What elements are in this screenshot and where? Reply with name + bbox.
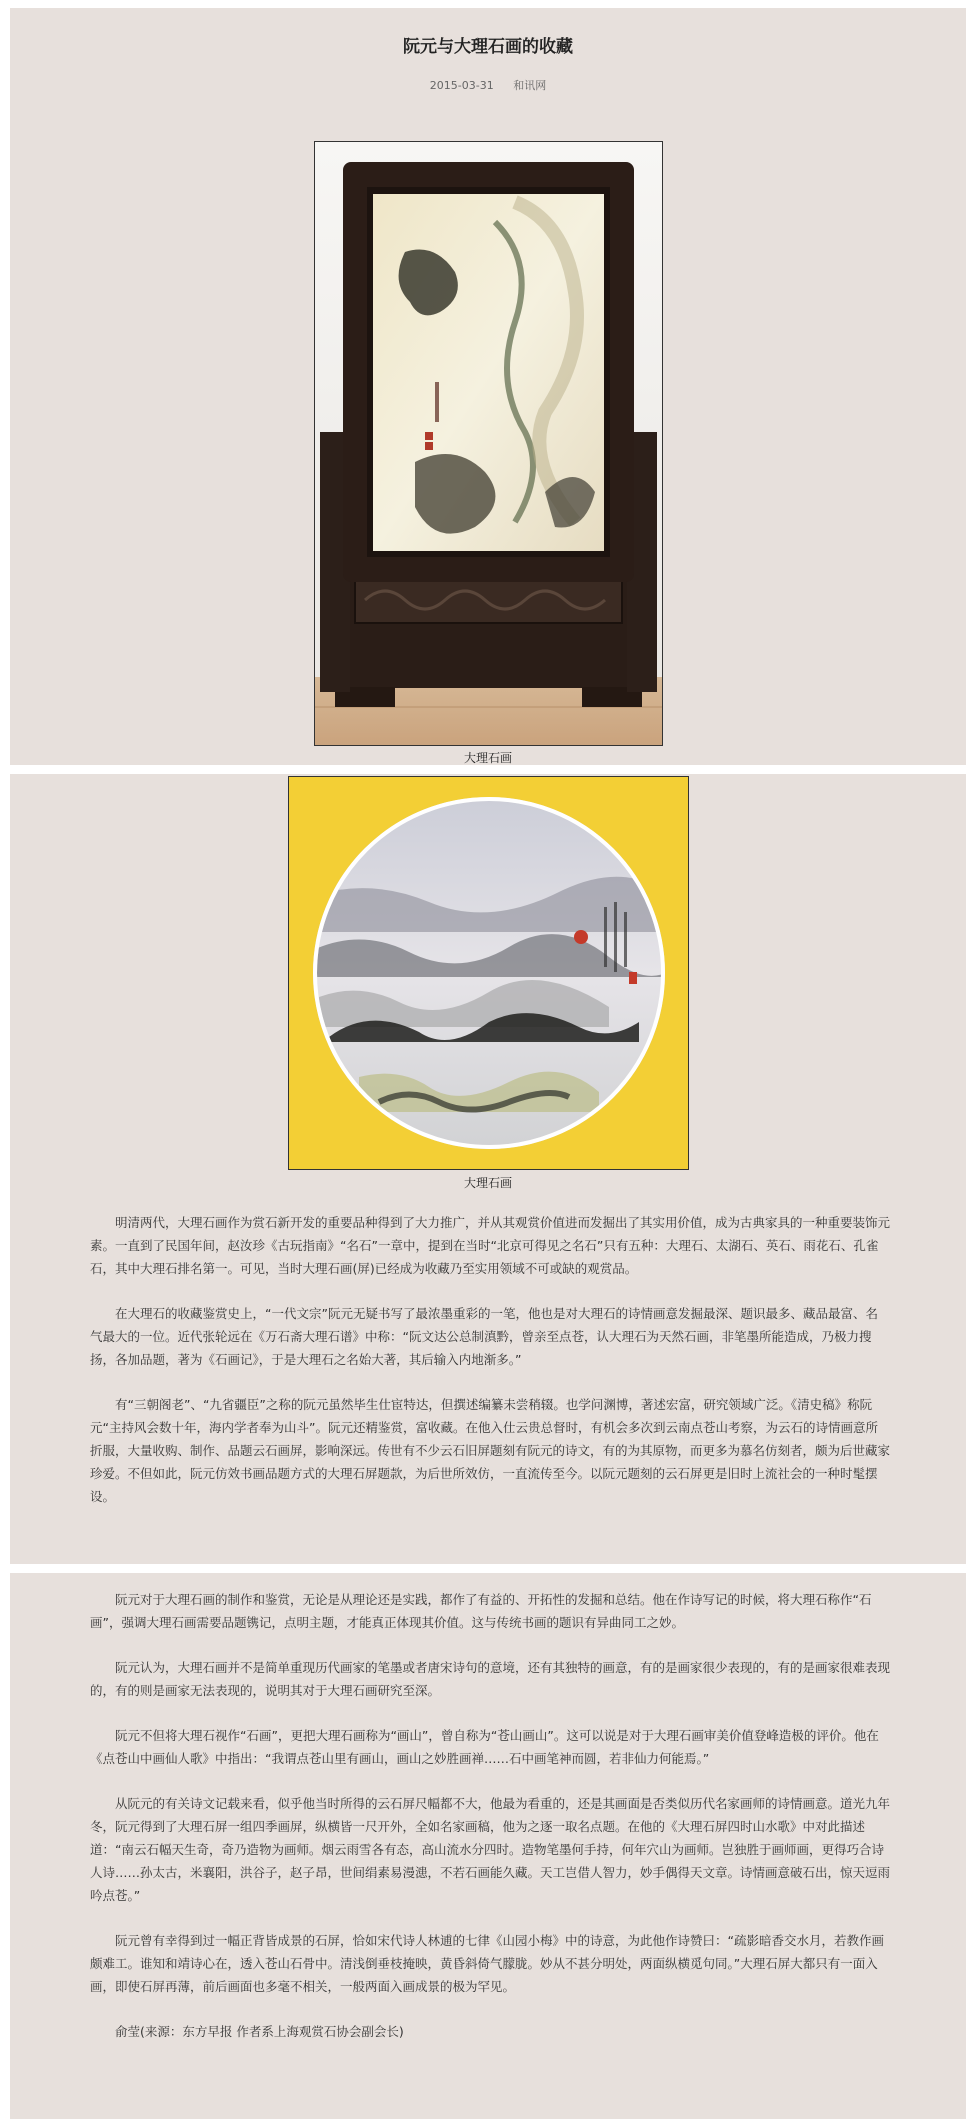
article-body-panel-2 <box>10 1573 966 2119</box>
paragraph: 阮元对于大理石画的制作和鉴赏，无论是从理论还是实践，都作了有益的、开拓性的发掘和总结。他在作诗写记的时候，将大理石称作“石画”，强调大理石画需要品题镌记，点明主题，才能真正体现其价值。这与传统书画的题识有异曲同工之妙。 <box>90 1592 872 1630</box>
page-title: 阮元与大理石画的收藏 <box>403 37 573 57</box>
paragraph: 在大理石的收藏鉴赏史上，“一代文宗”阮元无疑书写了最浓墨重彩的一笔，他也是对大理石的诗情画意发掘最深、题识最多、藏品最富、名气最大的一位。近代张轮远在《万石斋大理石谱》中称：“阮文达公总制滇黔，曾亲至点苍，认大理石为天然石画，非笔墨所能造成，乃极力搜扬，各加品题，著为《石画记》，于是大理石之名始大著，其后输入内地渐多。” <box>90 1306 878 1367</box>
image-caption: 大理石画 <box>463 751 512 765</box>
publish-date: 2015-03-31 <box>429 79 494 92</box>
paragraph: 从阮元的有关诗文记载来看，似乎他当时所得的云石屏尺幅都不大，他最为看重的，还是其画面是否类似历代名家画师的诗情画意。道光九年冬，阮元得到了大理石屏一组四季画屏，纵横皆一尺开外，全如名家画稿，他为之逐一取名点题。在他的《大理石屏四时山水歌》中对此描述道：“南云石幅天生奇，奇乃造物为画师。烟云雨雪各有态，高山流水分四时。造物笔墨何手持，何年穴山为画师。岂独胜于画师画，更得巧合诗人诗……孙太古，米襄阳，洪谷子，赵子昂，世间绢素易漫漶，不若石画能久藏。天工岂借人智力，妙手偶得天文章。诗情画意破石出，惊天逗雨吟点苍。” <box>90 1796 891 1903</box>
author-credit: 俞莹(来源：东方早报 作者系上海观赏石协会副会长) <box>115 2024 404 2039</box>
article-header-panel <box>10 8 966 765</box>
image-caption: 大理石画 <box>463 1176 512 1190</box>
round-marble-painting-image <box>288 776 689 1170</box>
paragraph: 阮元不但将大理石视作“石画”，更把大理石画称为“画山”，曾自称为“苍山画山”。这可以说是对于大理石画审美价值登峰造极的评价。他在《点苍山中画仙人歌》中指出：“我谓点苍山里有画山，画山之妙胜画禅……石中画笔神而圆，若非仙力何能焉。” <box>90 1728 879 1766</box>
paragraph: 阮元曾有幸得到过一幅正背皆成景的石屏，恰如宋代诗人林逋的七律《山园小梅》中的诗意，为此他作诗赞曰：“疏影暗香交水月，若教作画颇难工。谁知和靖诗心在，透入苍山石骨中。清浅倒垂枝掩映，黄昏斜倚气朦胧。妙从不甚分明处，两面纵横觅句同。”大理石屏大都只有一面入画，即使石屏再薄，前后画面也多毫不相关，一般两面入画成景的极为罕见。 <box>90 1933 884 1994</box>
article-body-panel-1 <box>10 774 966 1564</box>
marble-screen-image <box>314 141 663 746</box>
article-meta <box>10 77 966 93</box>
paragraph: 阮元认为，大理石画并不是简单重现历代画家的笔墨或者唐宋诗句的意境，还有其独特的画意，有的是画家很少表现的，有的是画家很难表现的，有的则是画家无法表现的，说明其对于大理石画研究至深。 <box>90 1660 891 1698</box>
paragraph: 明清两代，大理石画作为赏石新开发的重要品种得到了大力推广，并从其观赏价值进而发掘出了其实用价值，成为古典家具的一种重要装饰元素。一直到了民国年间，赵汝珍《古玩指南》“名石”一章中，提到在当时“北京可得见之名石”只有五种：大理石、太湖石、英石、雨花石、孔雀石，其中大理石排名第一。可见，当时大理石画(屏)已经成为收藏乃至实用领域不可或缺的观赏品。 <box>90 1215 891 1276</box>
source-link[interactable]: 和讯网 <box>513 79 547 92</box>
article-text-block-1 <box>90 1211 890 1530</box>
paragraph: 有“三朝阁老”、“九省疆臣”之称的阮元虽然毕生仕宦特达，但撰述编纂未尝稍辍。也学问渊博，著述宏富，研究领域广泛。《清史稿》称阮元“主持风会数十年，海内学者奉为山斗”。阮元还精鉴赏，富收藏。在他入仕云贵总督时，有机会多次到云南点苍山考察，为云石的诗情画意所折服，大量收购、制作、品题云石画屏，影响深远。传世有不少云石旧屏题刻有阮元的诗文，有的为其原物，而更多为慕名仿刻者，颇为后世藏家珍爱。不但如此，阮元仿效书画品题方式的大理石屏题款，为后世所效仿，一直流传至今。以阮元题刻的云石屏更是旧时上流社会的一种时髦摆设。 <box>90 1397 891 1504</box>
article-text-block-2 <box>90 1588 890 2065</box>
